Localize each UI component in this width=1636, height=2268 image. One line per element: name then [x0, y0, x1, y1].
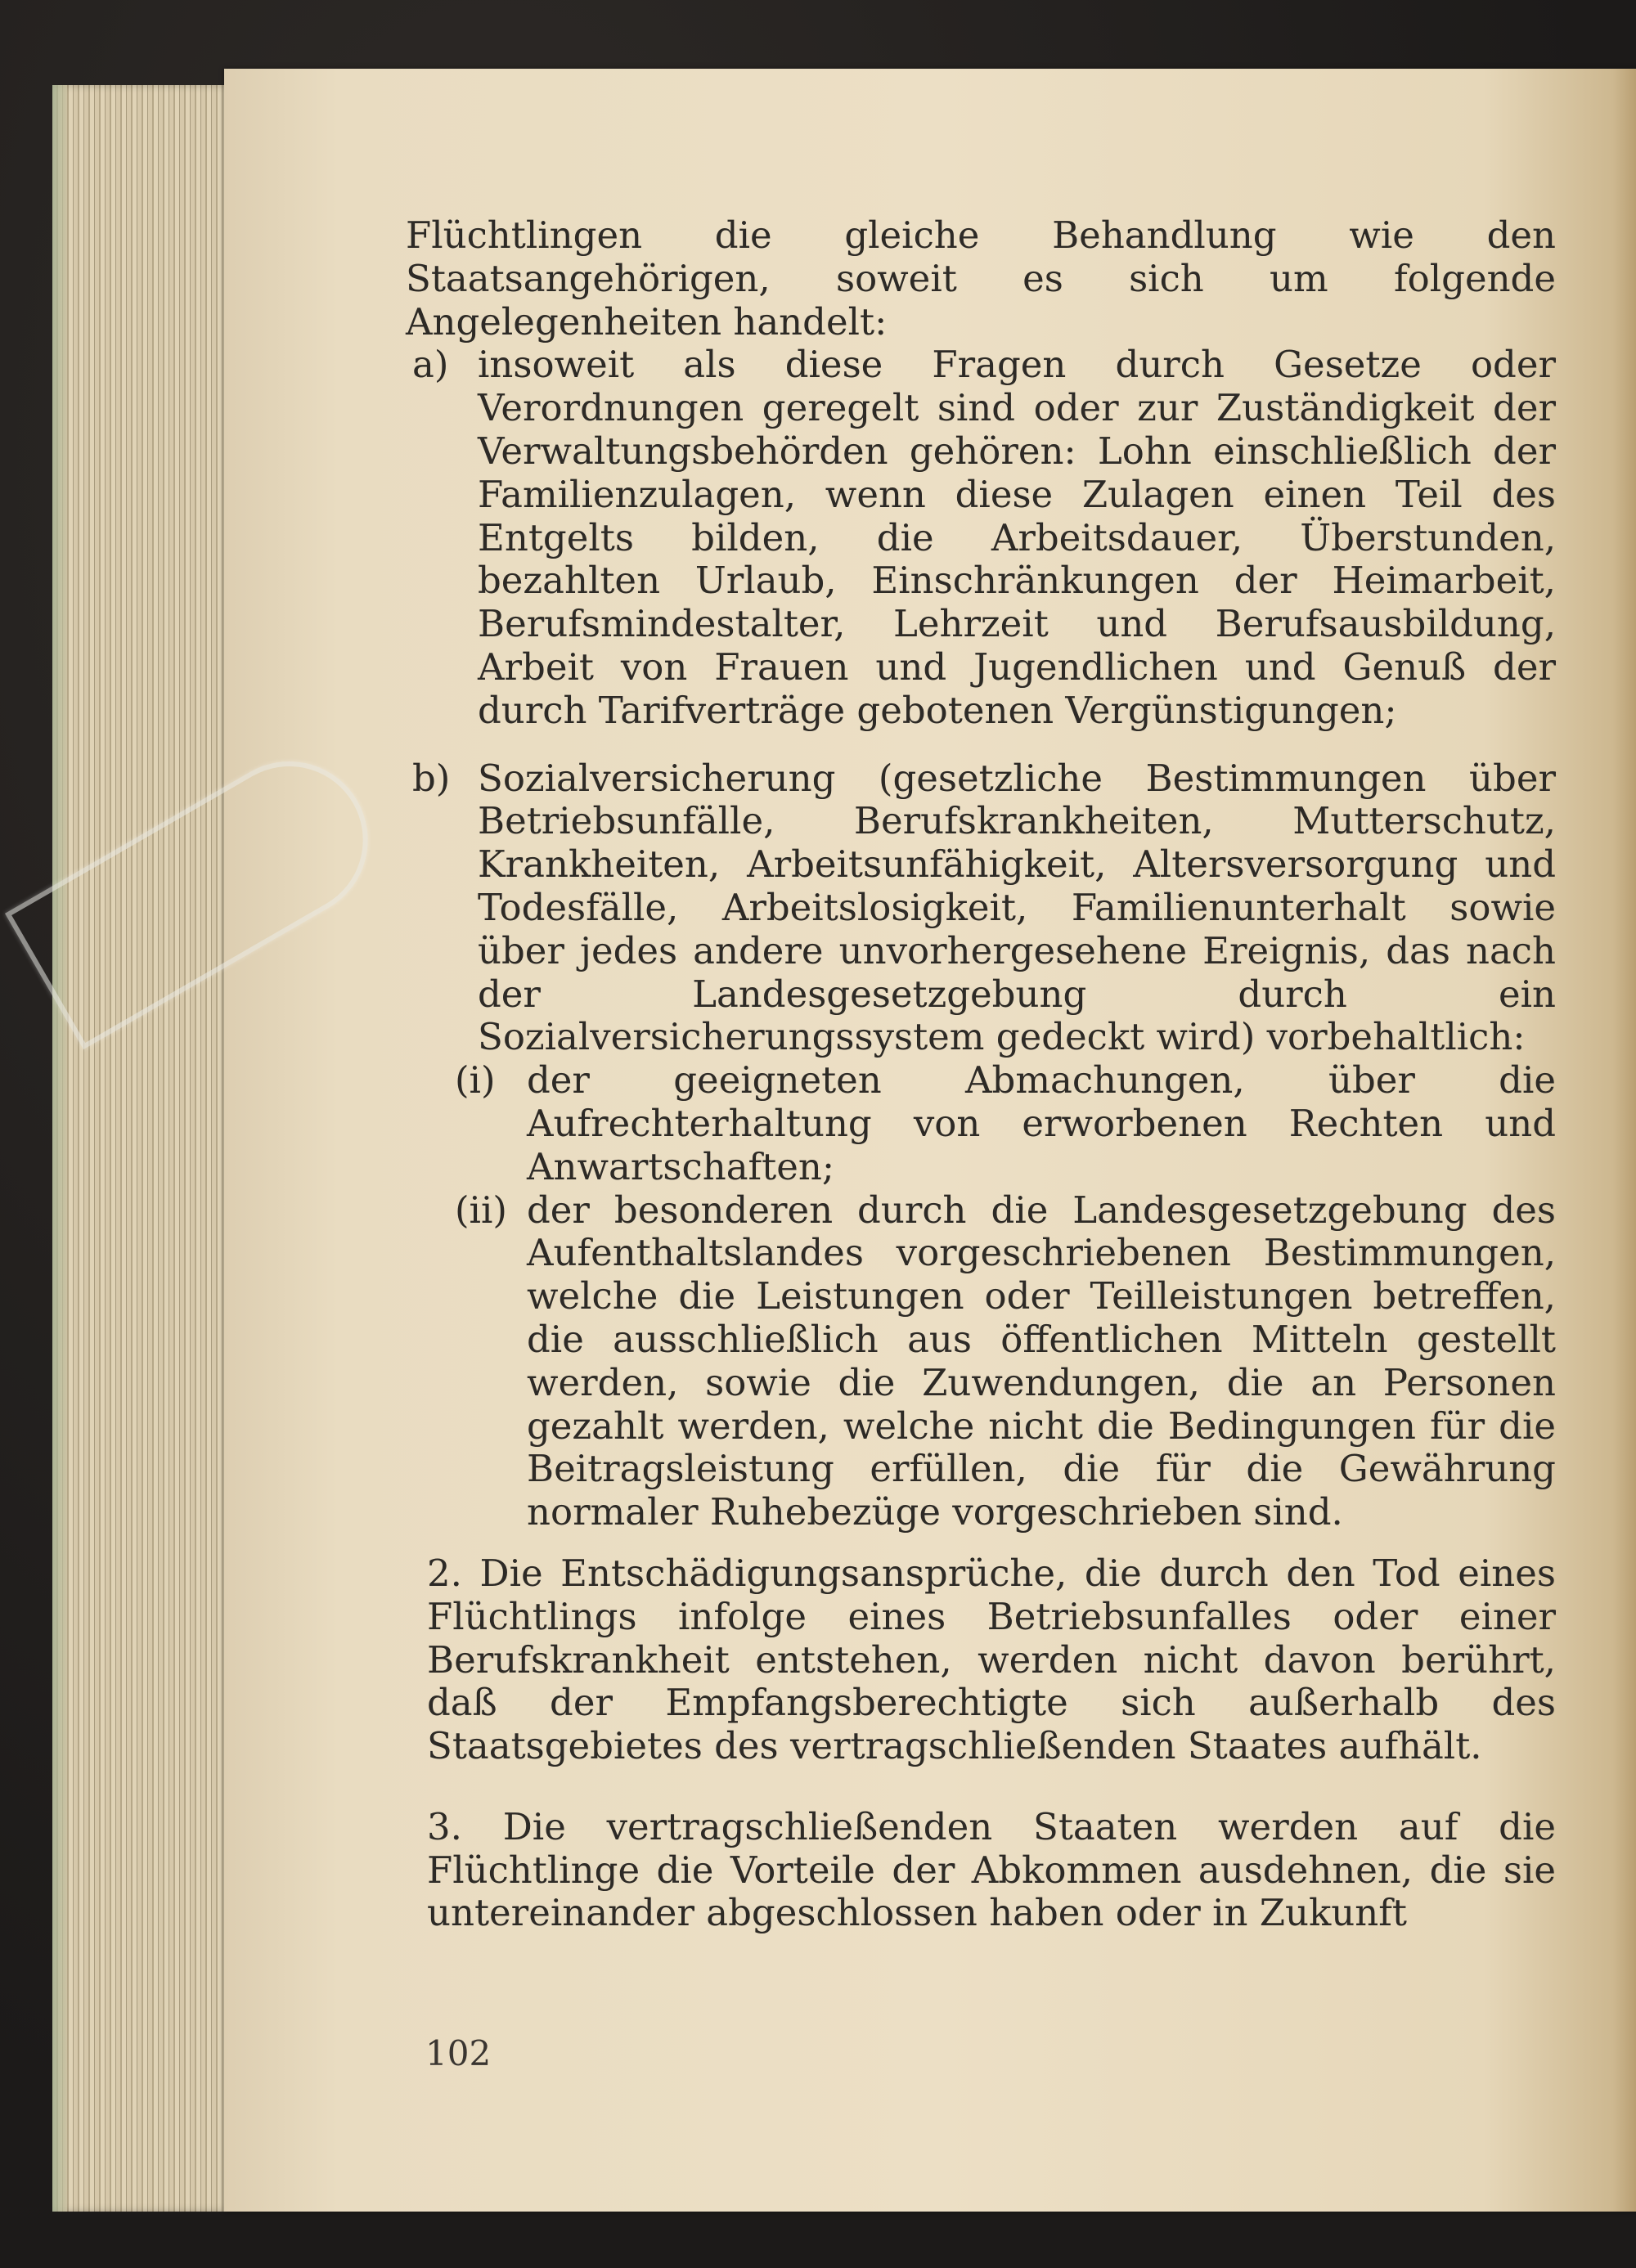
- sub-text-i: der geeigneten Abmachungen, über die Aufrechterhaltung von erworbenen Rechten und Anwartschaften;: [527, 1058, 1556, 1188]
- sub-item-ii: [455, 1189, 1556, 1534]
- page-text: [406, 214, 1556, 1935]
- list-item-a: [406, 344, 1556, 732]
- sub-label-i: (i): [455, 1058, 496, 1103]
- list-label-b: b): [412, 756, 451, 800]
- sub-label-ii: (ii): [455, 1188, 507, 1232]
- page-number: 102: [425, 2033, 492, 2073]
- book-cover-edge: [52, 85, 67, 2212]
- paragraph-3: 3. Die vertragschließenden Staaten werden auf die Flüchtlinge die Vorteile der Abkommen ausdehnen, die sie untereinander abgeschlossen haben oder in Zukunft: [427, 1804, 1556, 1935]
- list-text-b: Sozialversicherung (gesetzliche Bestimmungen über Betriebsunfälle, Berufskrankheiten, Mutterschutz, Krankheiten, Arbeitsunfähigkeit, Altersversorgung und Todesfälle, Arbeitslosigkeit, Familienunterhalt sowie über jedes andere unvorhergesehene Ereignis, das nach der Landesgesetzgebung durch ein Sozialversicherungssystem gedeckt wird) vorbehaltlich:: [478, 756, 1556, 1059]
- sub-text-ii: der besonderen durch die Landesgesetzgebung des Aufenthaltslandes vorgeschriebenen Bestimmungen, welche die Leistungen oder Teilleistungen betreffen, die ausschließlich aus öffentlichen Mitteln gestellt werden, sowie die Zuwendungen, die an Personen gezahlt werden, welche nicht die Bedingungen für die Beitragsleistung erfüllen, die für die Gewährung normaler Ruhebezüge vorgeschrieben sind.: [527, 1188, 1556, 1534]
- list-text-a: insoweit als diese Fragen durch Gesetze oder Verordnungen geregelt sind oder zur Zuständigkeit der Verwaltungsbehörden gehören: Lohn einschließlich der Familienzulagen, wenn diese Zulagen einen Teil des Entgelts bilden, die Arbeitsdauer, Überstunden, bezahlten Urlaub, Einschränkungen der Heimarbeit, Berufsmindestalter, Lehrzeit und Berufsausbildung, Arbeit von Frauen und Jugendlichen und Genuß der durch Tarifverträge gebotenen Vergünstigungen;: [478, 343, 1556, 732]
- paragraph-2: 2. Die Entschädigungsansprüche, die durch den Tod eines Flüchtlings infolge eines Betriebsunfalles oder einer Berufskrankheit entstehen, werden nicht davon berührt, daß der Empfangsberechtigte sich außerhalb des Staatsgebietes des vertragschließenden Staates aufhält.: [427, 1551, 1556, 1768]
- intro-paragraph: Flüchtlingen die gleiche Behandlung wie den Staatsangehörigen, soweit es sich um folgende Angelegenheiten handelt:: [406, 213, 1556, 344]
- page-stack-edge: [52, 85, 232, 2212]
- list-label-a: a): [412, 343, 449, 387]
- list-item-b: [406, 757, 1556, 1060]
- sub-item-i: [455, 1059, 1556, 1188]
